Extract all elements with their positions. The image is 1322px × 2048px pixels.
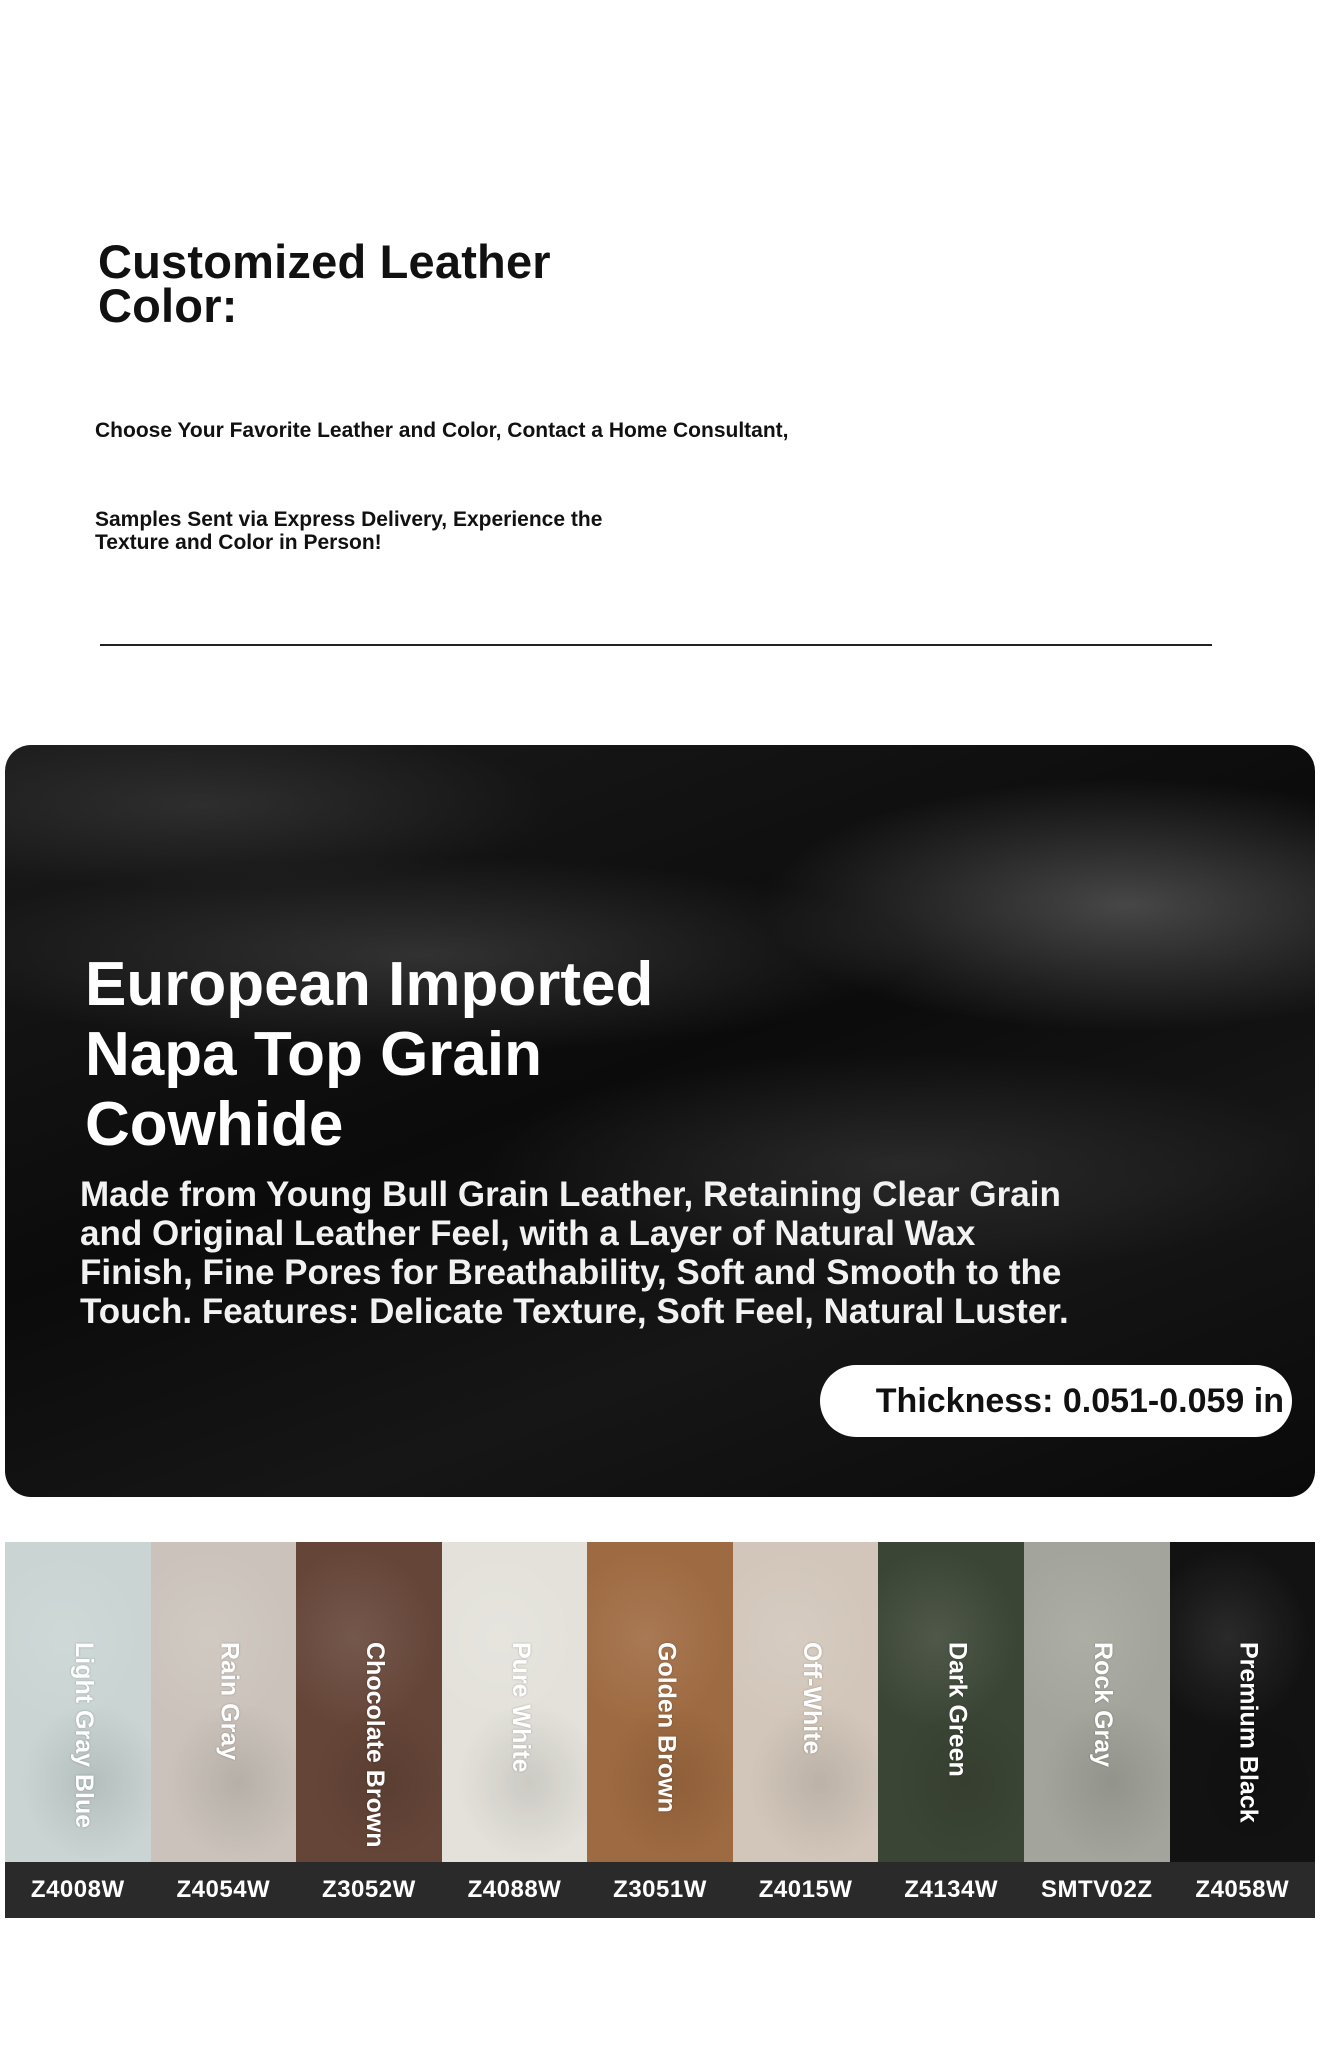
swatch-name: Light Gray Blue xyxy=(70,1642,99,1829)
swatch-name: Chocolate Brown xyxy=(361,1642,390,1848)
swatch-name: Dark Green xyxy=(943,1642,972,1777)
swatch-code: Z4015W xyxy=(733,1862,879,1918)
hero-description: Made from Young Bull Grain Leather, Retaining Clear Grain and Original Leather Feel, with a Layer of Natural Wax Finish, Fine Pores for Breathability, Soft and Smooth to the Touch. Features: Delicate Texture, Soft Feel, Natural Luster. xyxy=(80,1175,1069,1331)
swatch-code: Z4058W xyxy=(1170,1862,1316,1918)
swatch-name: Golden Brown xyxy=(652,1642,681,1813)
swatch-name: Pure White xyxy=(506,1642,535,1773)
swatch-premium-black[interactable] xyxy=(1170,1542,1316,1918)
swatch-rock-gray[interactable] xyxy=(1024,1542,1170,1918)
swatch-code: SMTV02Z xyxy=(1024,1862,1170,1918)
thickness-badge: Thickness: 0.051-0.059 in xyxy=(820,1365,1292,1437)
intro-line-2: Samples Sent via Express Delivery, Experience the Texture and Color in Person! xyxy=(95,508,603,554)
swatch-pure-white[interactable] xyxy=(442,1542,588,1918)
color-swatch-strip xyxy=(5,1542,1315,1918)
swatch-name: Rain Gray xyxy=(215,1642,244,1761)
intro-line-1: Choose Your Favorite Leather and Color, Contact a Home Consultant, xyxy=(95,419,789,442)
swatch-light-gray-blue[interactable] xyxy=(5,1542,151,1918)
swatch-name: Premium Black xyxy=(1234,1642,1263,1823)
swatch-name: Rock Gray xyxy=(1089,1642,1118,1768)
swatch-code: Z4054W xyxy=(151,1862,297,1918)
swatch-rain-gray[interactable] xyxy=(151,1542,297,1918)
divider xyxy=(100,644,1212,646)
swatch-dark-green[interactable] xyxy=(878,1542,1024,1918)
swatch-code: Z3052W xyxy=(296,1862,442,1918)
swatch-code: Z4008W xyxy=(5,1862,151,1918)
swatch-code: Z4088W xyxy=(442,1862,588,1918)
swatch-code: Z3051W xyxy=(587,1862,733,1918)
leather-hero-banner xyxy=(5,745,1315,1497)
swatch-code: Z4134W xyxy=(878,1862,1024,1918)
swatch-chocolate-brown[interactable] xyxy=(296,1542,442,1918)
swatch-name: Off-White xyxy=(797,1642,826,1755)
swatch-off-white[interactable] xyxy=(733,1542,879,1918)
hero-title: European Imported Napa Top Grain Cowhide xyxy=(85,950,654,1159)
swatch-golden-brown[interactable] xyxy=(587,1542,733,1918)
page-title: Customized Leather Color: xyxy=(98,235,551,332)
